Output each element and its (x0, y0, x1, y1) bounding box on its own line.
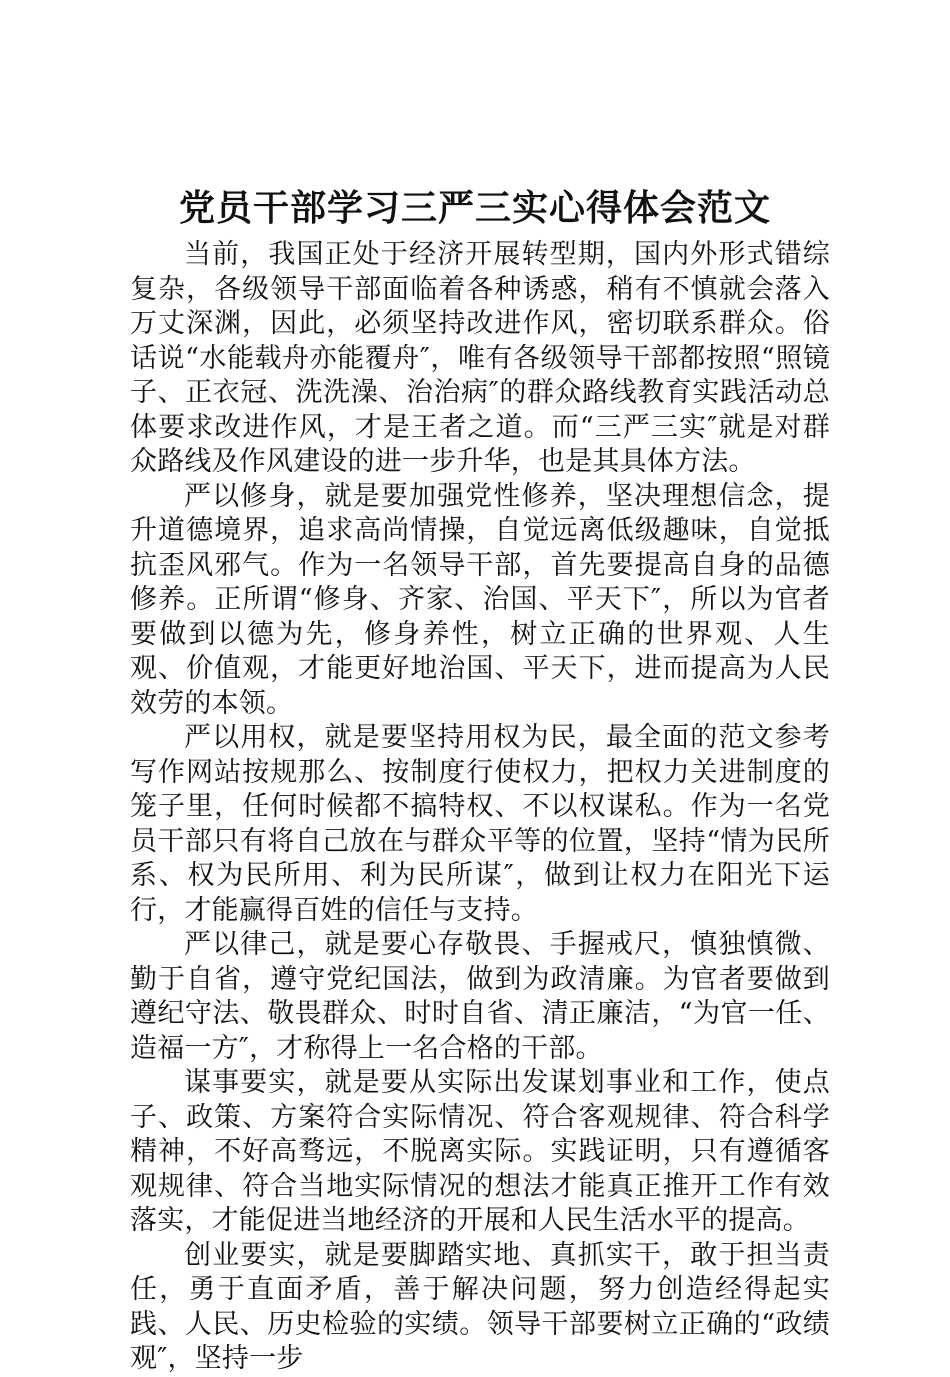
paragraph-self-discipline: 严以律己，就是要心存敬畏、手握戒尺，慎独慎微、勤于自省，遵守党纪国法，做到为政清廉。为官者要做到遵纪守法、敬畏群众、时时自省、清正廉洁，“为官一任、造福一方″，才称得上一名合格的干部。 (130, 929, 830, 1064)
document-title: 党员干部学习三严三实心得体会范文 (178, 187, 771, 229)
paragraph-practical-enterprise: 创业要实，就是要脚踏实地、真抓实干，敢于担当责任，勇于直面矛盾，善于解决问题，努力创造经得起实践、人民、历史检验的实绩。领导干部要树立正确的“政绩观″，坚持一步 (130, 1239, 830, 1374)
paragraph-intro: 当前，我国正处于经济开展转型期，国内外形式错综复杂，各级领导干部面临着各种诱惑，稍有不慎就会落入万丈深渊，因此，必须坚持改进作风，密切联系群众。俗话说“水能载舟亦能覆舟″，唯有各级领导干部都按照“照镜子、正衣冠、洗洗澡、治治病″的群众路线教育实践活动总体要求改进作风，才是王者之道。而“三严三实″就是对群众路线及作风建设的进一步升华，也是其具体方法。 (130, 239, 830, 477)
document-body (130, 238, 830, 1377)
paragraph-use-of-power: 严以用权，就是要坚持用权为民，最全面的范文参考写作网站按规那么、按制度行使权力，把权力关进制度的笼子里，任何时候都不搞特权、不以权谋私。作为一名党员干部只有将自己放在与群众平等的位置，坚持“情为民所系、权为民所用、利为民所谋″，做到让权力在阳光下运行，才能赢得百姓的信任与支持。 (130, 722, 830, 926)
paragraph-self-cultivation: 严以修身，就是要加强党性修养，坚决理想信念，提升道德境界，追求高尚情操，自觉远离低级趣味，自觉抵抗歪风邪气。作为一名领导干部，首先要提高自身的品德修养。正所谓“修身、齐家、治国、平天下″，所以为官者要做到以德为先，修身养性，树立正确的世界观、人生观、价值观，才能更好地治国、平天下，进而提高为人民效劳的本领。 (130, 480, 830, 719)
paragraph-practical-planning: 谋事要实，就是要从实际出发谋划事业和工作，使点子、政策、方案符合实际情况、符合客观规律、符合科学精神，不好高骛远，不脱离实际。实践证明，只有遵循客观规律、符合当地实际情况的想法才能真正推开工作有效落实，才能促进当地经济的开展和人民生活水平的提高。 (130, 1067, 830, 1236)
